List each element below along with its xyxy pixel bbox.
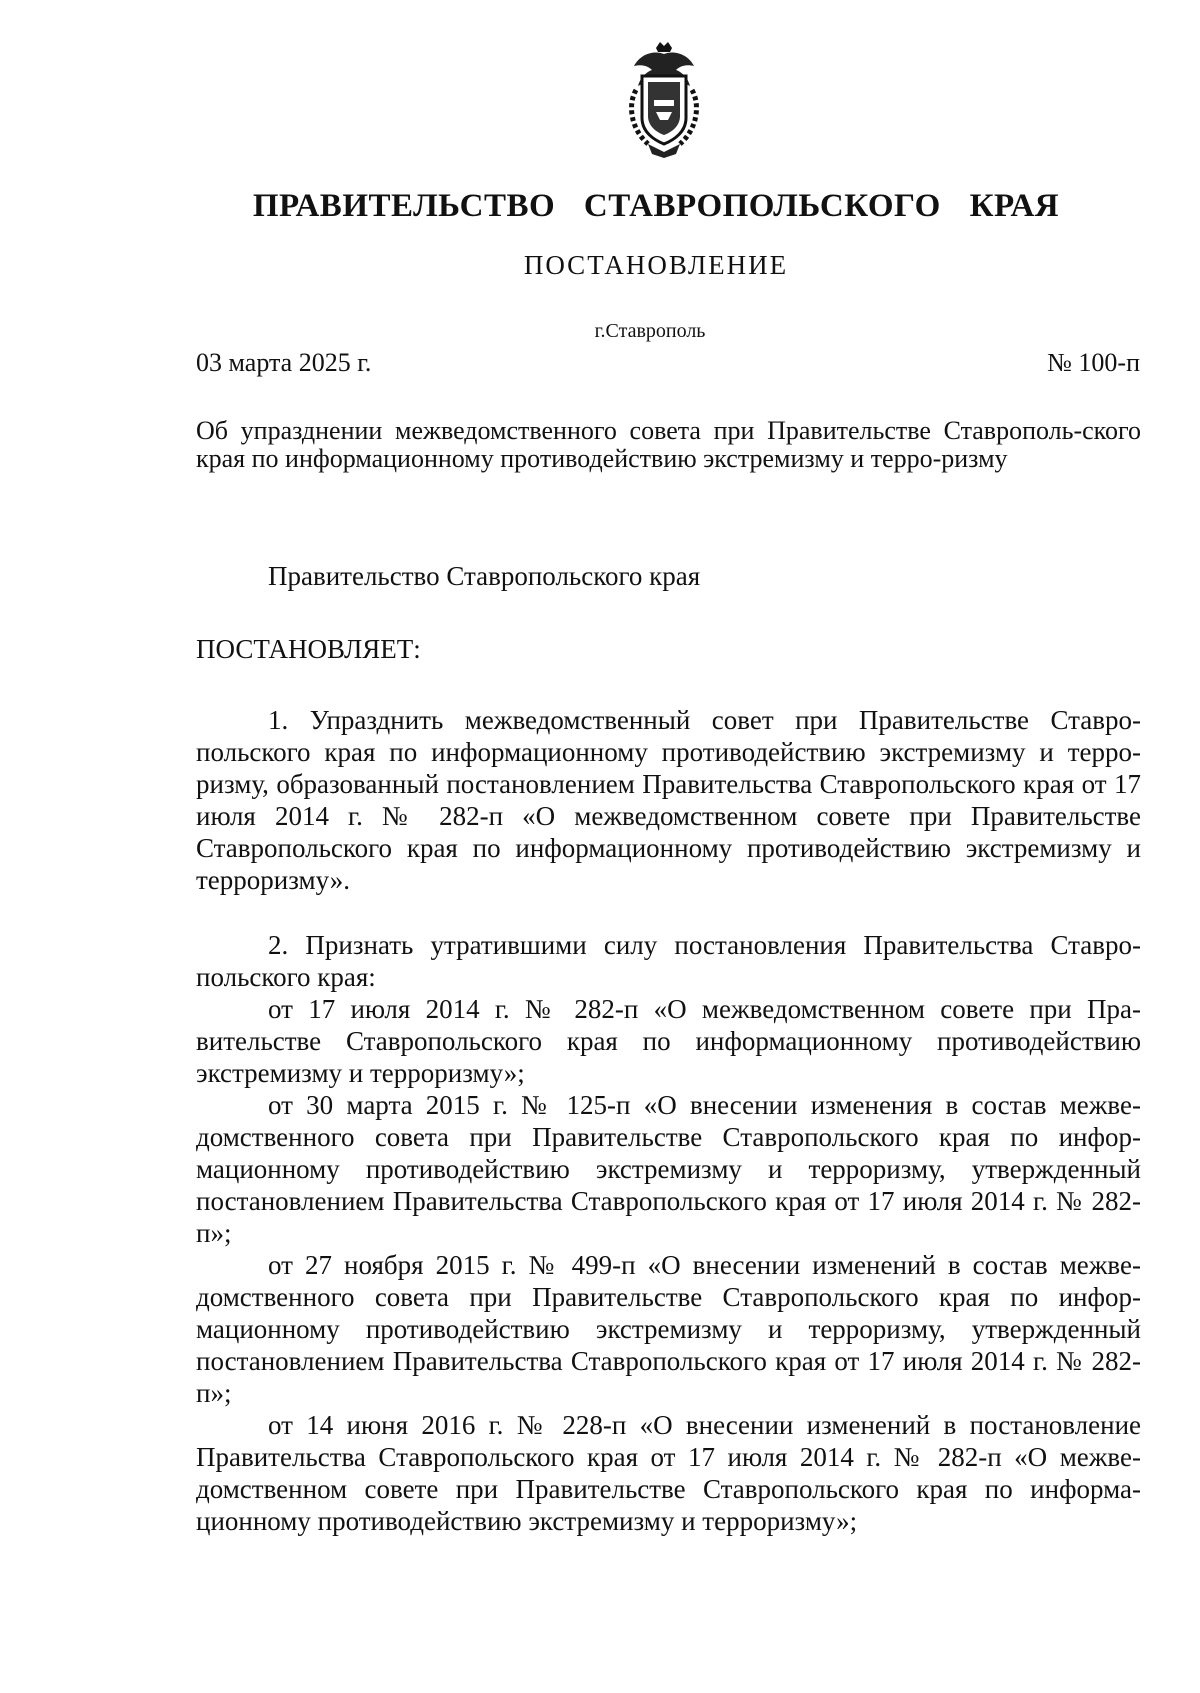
paragraph-2-item: от 17 июля 2014 г. № 282-п «О межведомственном совете при Пра-вительстве Ставропольского края по информационному противодействию экстремизму и терроризму»; xyxy=(196,994,1141,1088)
paragraph-2-item: от 14 июня 2016 г. № 228-п «О внесении изменений в постановление Правительства Ставропольского края от 17 июля 2014 г. № 282-п «О межве-домственном совете при Правительстве Ставропольского края по информа-ционному противодействию экстремизму и терроризму»; xyxy=(196,1410,1141,1536)
document-subject: Об упразднении межведомственного совета при Правительстве Ставрополь-ского края по информационному противодействию экстремизму и терро-ризму xyxy=(196,416,1141,473)
paragraph-1: 1. Упразднить межведомственный совет при Правительстве Ставро-польского края по информационному противодействию экстремизму и терро-ризму, образованный постановлением Правительства Ставропольского края от 17 июля 2014 г. № 282-п «О межведомственном совете при Правительстве Ставропольского края по информационному противодействию экстремизму и терроризму». xyxy=(196,705,1141,895)
decree-heading: ПОСТАНОВЛЯЕТ: xyxy=(196,634,421,664)
document-number: № 100-п xyxy=(1047,348,1140,377)
paragraph-2-item: от 27 ноября 2015 г. № 499-п «О внесении изменений в состав межве-домственного совета при Правительстве Ставропольского края по инфор-мационному противодействию экстремизму и терроризму, утвержденный постановлением Правительства Ставропольского края от 17 июля 2014 г. № 282-п»; xyxy=(196,1250,1141,1408)
document-date: 03 марта 2025 г. xyxy=(196,348,372,377)
city: г.Ставрополь xyxy=(594,320,706,342)
document-type: ПОСТАНОВЛЕНИЕ xyxy=(523,250,789,280)
issuer-line: Правительство Ставропольского края xyxy=(268,561,701,591)
organization-title: ПРАВИТЕЛЬСТВО СТАВРОПОЛЬСКОГО КРАЯ xyxy=(252,188,1060,224)
paragraph-2-item: от 30 марта 2015 г. № 125-п «О внесении изменения в состав межве-домственного совета при Правительстве Ставропольского края по инфор-мационному противодействию экстремизму и терроризму, утвержденный постановлением Правительства Ставропольского края от 17 июля 2014 г. № 282-п»; xyxy=(196,1090,1141,1248)
paragraph-2-intro: 2. Признать утратившими силу постановления Правительства Ставро-польского края: xyxy=(196,930,1141,992)
coat-of-arms-icon xyxy=(618,40,710,158)
document-body xyxy=(196,560,1141,1537)
